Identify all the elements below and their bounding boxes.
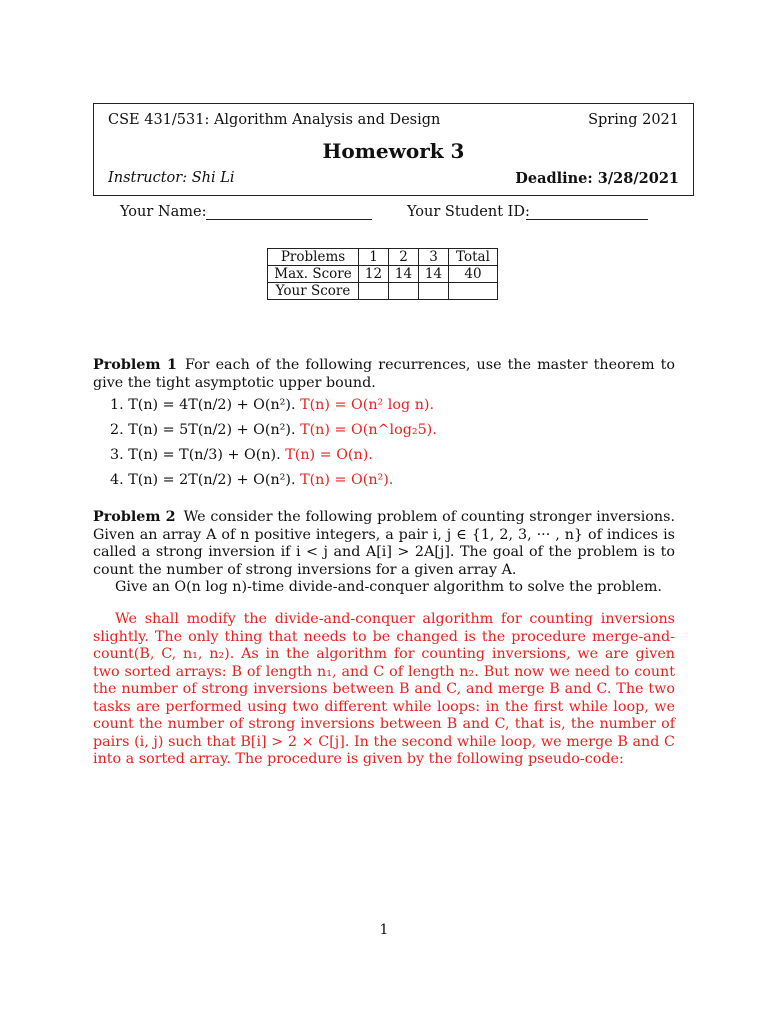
table-cell: 40	[449, 266, 498, 283]
name-label: Your Name:	[120, 204, 207, 220]
item-question: T(n) = 2T(n/2) + O(n²).	[128, 472, 296, 488]
item-number: 1.	[110, 397, 124, 413]
item-number: 4.	[110, 472, 124, 488]
score-input-cell[interactable]	[359, 283, 389, 300]
problem-1-statement	[93, 357, 675, 392]
score-input-cell[interactable]	[389, 283, 419, 300]
problem-1-list	[110, 397, 437, 497]
item-answer: T(n) = O(n²).	[300, 472, 394, 488]
list-item	[110, 397, 437, 422]
page-number: 1	[379, 922, 389, 938]
table-cell: Max. Score	[268, 266, 359, 283]
table-row	[268, 266, 498, 283]
score-input-cell[interactable]	[449, 283, 498, 300]
item-answer: T(n) = O(n^log₂5).	[300, 422, 437, 438]
problem-2-task	[93, 579, 675, 597]
student-id-blank-line[interactable]	[526, 219, 648, 220]
student-id-label: Your Student ID:	[407, 204, 530, 220]
item-question: T(n) = 4T(n/2) + O(n²).	[128, 397, 296, 413]
item-answer: T(n) = O(n² log n).	[300, 397, 435, 413]
table-cell: 3	[419, 249, 449, 266]
table-cell: 14	[389, 266, 419, 283]
score-input-cell[interactable]	[419, 283, 449, 300]
name-blank-line[interactable]	[206, 219, 372, 220]
item-question: T(n) = 5T(n/2) + O(n²).	[128, 422, 296, 438]
homework-title: Homework 3	[322, 139, 465, 163]
item-number: 3.	[110, 447, 124, 463]
list-item	[110, 422, 437, 447]
deadline: Deadline: 3/28/2021	[515, 170, 679, 187]
list-item	[110, 447, 437, 472]
problem-2-text: We consider the following problem of counting stronger inversions. Given an array A of n positive integers, a pair i, j ∈ {1, 2, 3, ··· , n} of indices is called a strong inversion if i < j and A[i] > 2A[j]. The goal of the problem is to count the number of strong inversions for a given array A.	[93, 509, 676, 578]
table-cell: 14	[419, 266, 449, 283]
table-row	[268, 283, 498, 300]
problem-1-label: Problem 1	[93, 357, 177, 373]
list-item	[110, 472, 437, 497]
item-question: T(n) = T(n/3) + O(n).	[128, 447, 281, 463]
problem-2-solution	[93, 611, 675, 769]
score-table	[267, 248, 498, 300]
table-cell: Your Score	[268, 283, 359, 300]
problem-2-label: Problem 2	[93, 509, 176, 525]
instructor: Instructor: Shi Li	[108, 170, 235, 186]
semester: Spring 2021	[588, 112, 679, 128]
table-cell: 2	[389, 249, 419, 266]
problem-2-solution-text: We shall modify the divide-and-conquer algorithm for counting inversions slightly. The only thing that needs to be changed is the procedure merge-and-count(B, C, n₁, n₂). As in the algorithm for counting inversions, we are given two sorted arrays: B of length n₁, and C of length n₂. But now we need to count the number of strong inversions between B and C, and merge B and C. The two tasks are performed using two different while loops: in the first while loop, we count the number of strong inversions between B and C, that is, the number of pairs (i, j) such that B[i] > 2 × C[j]. In the second while loop, we merge B and C into a sorted array. The procedure is given by the following pseudo-code:	[93, 611, 675, 767]
table-cell: 1	[359, 249, 389, 266]
table-cell: Total	[449, 249, 498, 266]
table-row	[268, 249, 498, 266]
course-title: CSE 431/531: Algorithm Analysis and Design	[108, 112, 441, 128]
table-cell: Problems	[268, 249, 359, 266]
problem-2-statement	[93, 509, 675, 579]
item-answer: T(n) = O(n).	[285, 447, 373, 463]
item-number: 2.	[110, 422, 124, 438]
problem-1-text: For each of the following recurrences, use the master theorem to give the tight asymptotic upper bound.	[93, 357, 675, 391]
problem-2-task-text: Give an O(n log n)-time divide-and-conquer algorithm to solve the problem.	[115, 579, 662, 595]
table-cell: 12	[359, 266, 389, 283]
header-box	[93, 103, 694, 196]
